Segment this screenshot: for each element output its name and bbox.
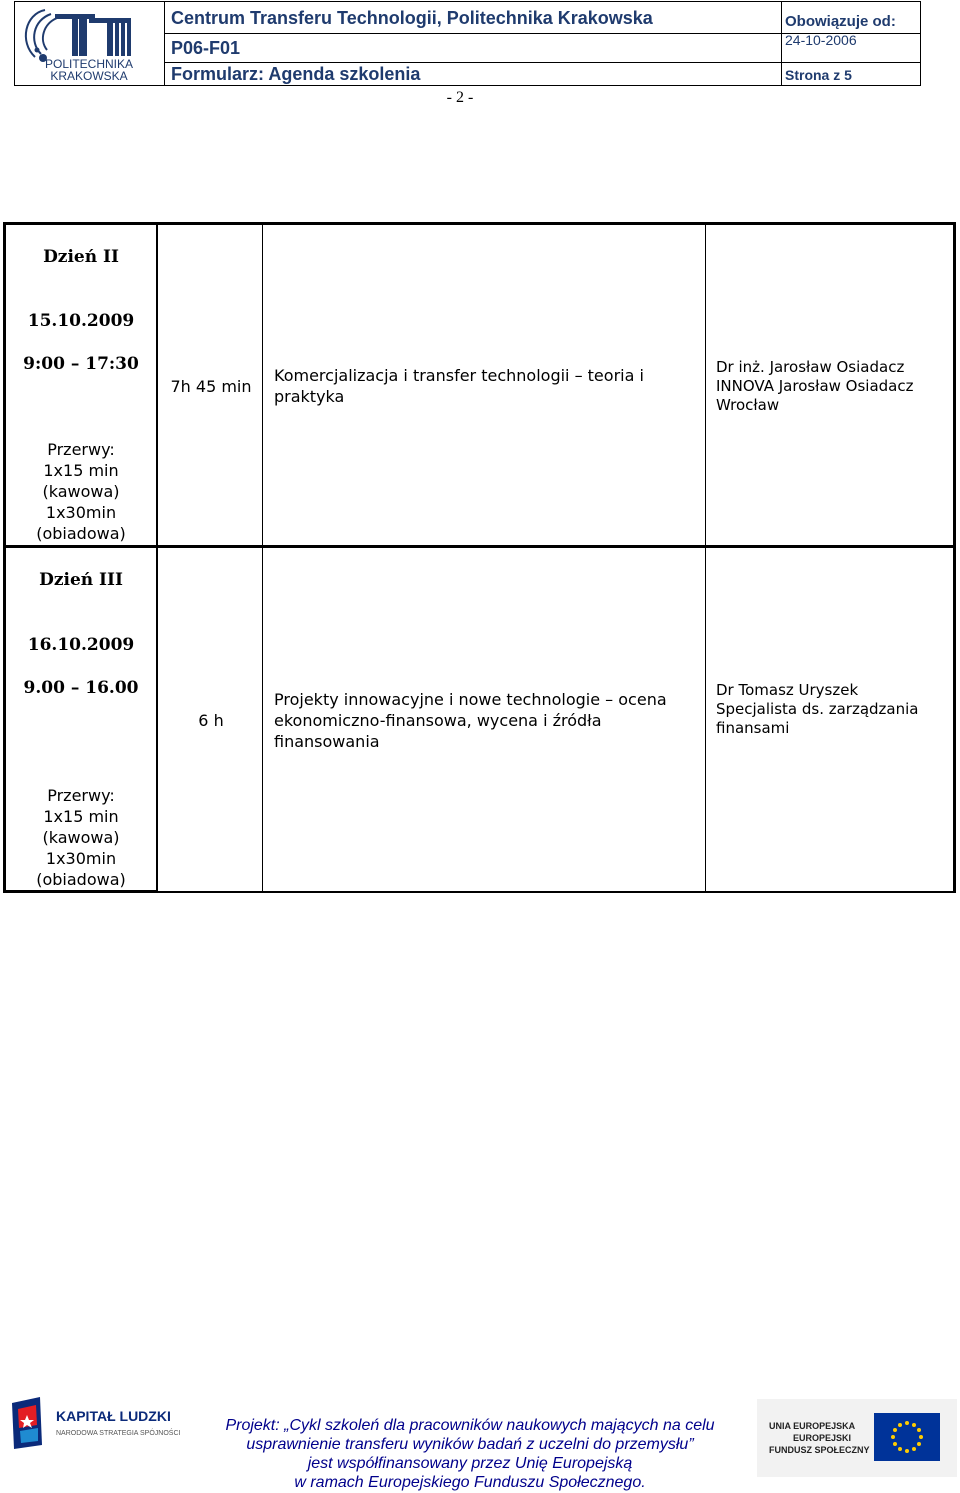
table-border-top — [3, 222, 956, 225]
table-border-right — [953, 222, 956, 893]
column-divider-2 — [262, 222, 263, 893]
row-divider — [3, 545, 956, 548]
politechnika-logo — [15, 2, 165, 85]
session-topic: Komercjalizacja i transfer technologii – teoria i praktyka — [274, 366, 644, 406]
session-speaker: Dr inż. Jarosław Osiadacz INNOVA Jarosław Osiadacz Wrocław — [716, 358, 914, 414]
logo-top-text: POLITECHNIKA — [44, 57, 134, 71]
breaks-info: Przerwy: 1x15 min (kawowa) 1x30min (obiadowa) — [36, 440, 126, 543]
institution-name: Centrum Transferu Technologii, Politechnika Krakowska — [165, 2, 782, 33]
kapital-ludzki-subtitle: NARODOWA STRATEGIA SPÓJNOŚCI — [56, 1430, 180, 1437]
ctt-logo-icon — [15, 2, 163, 85]
day-date: 16.10.2009 — [27, 635, 135, 655]
eu-line3: FUNDUSZ SPOŁECZNY — [769, 1445, 870, 1455]
session-topic: Projekty innowacyjne i nowe technologie – ocena ekonomiczno-finansowa, wycena i źródła finansowania — [274, 690, 667, 751]
page-number: - 2 - — [446, 89, 474, 106]
breaks-info: Przerwy: 1x15 min (kawowa) 1x30min (obiadowa) — [36, 786, 126, 889]
kapital-ludzki-logo — [10, 1395, 180, 1455]
day-label: Dzień III — [39, 570, 123, 590]
kapital-ludzki-title: KAPITAŁ LUDZKI — [56, 1408, 171, 1424]
form-title: Formularz: Agenda szkolenia — [165, 63, 782, 85]
session-speaker: Dr Tomasz Uryszek Specjalista ds. zarządzania finansami — [716, 681, 919, 737]
session-duration: 6 h — [198, 711, 224, 730]
agenda-table — [3, 222, 956, 893]
valid-from-date: 24-10-2006 — [785, 32, 857, 48]
eu-line2: EUROPEJSKI — [793, 1433, 852, 1443]
valid-from-label: Obowiązuje od: — [785, 13, 896, 30]
project-funding-note: Projekt: „Cykl szkoleń dla pracowników naukowych mających na celu usprawnienie transferu wyników badań z uczelni do przemysłu” jest współfinansowany przez Unię Europejską w ramach Europejskiego Funduszu Społecznego. — [225, 1417, 715, 1491]
day-label: Dzień II — [43, 247, 119, 267]
eu-esf-logo — [757, 1399, 957, 1477]
column-divider-3 — [705, 222, 706, 893]
day-date: 15.10.2009 — [27, 311, 135, 331]
session-duration: 7h 45 min — [170, 377, 252, 396]
eu-flag-icon — [757, 1399, 957, 1477]
document-code: P06-F01 — [165, 34, 782, 62]
day-time: 9:00 – 17:30 — [23, 354, 139, 374]
eu-line1: UNIA EUROPEJSKA — [769, 1421, 856, 1431]
table-border-bottom-left — [3, 890, 158, 893]
day-time: 9.00 – 16.00 — [23, 678, 139, 698]
kapital-ludzki-icon — [10, 1395, 180, 1455]
document-header — [14, 1, 921, 86]
page-count-label: Strona z 5 — [785, 67, 852, 83]
table-border-bottom — [158, 891, 956, 893]
logo-bottom-text: KRAKOWSKA — [50, 69, 128, 83]
